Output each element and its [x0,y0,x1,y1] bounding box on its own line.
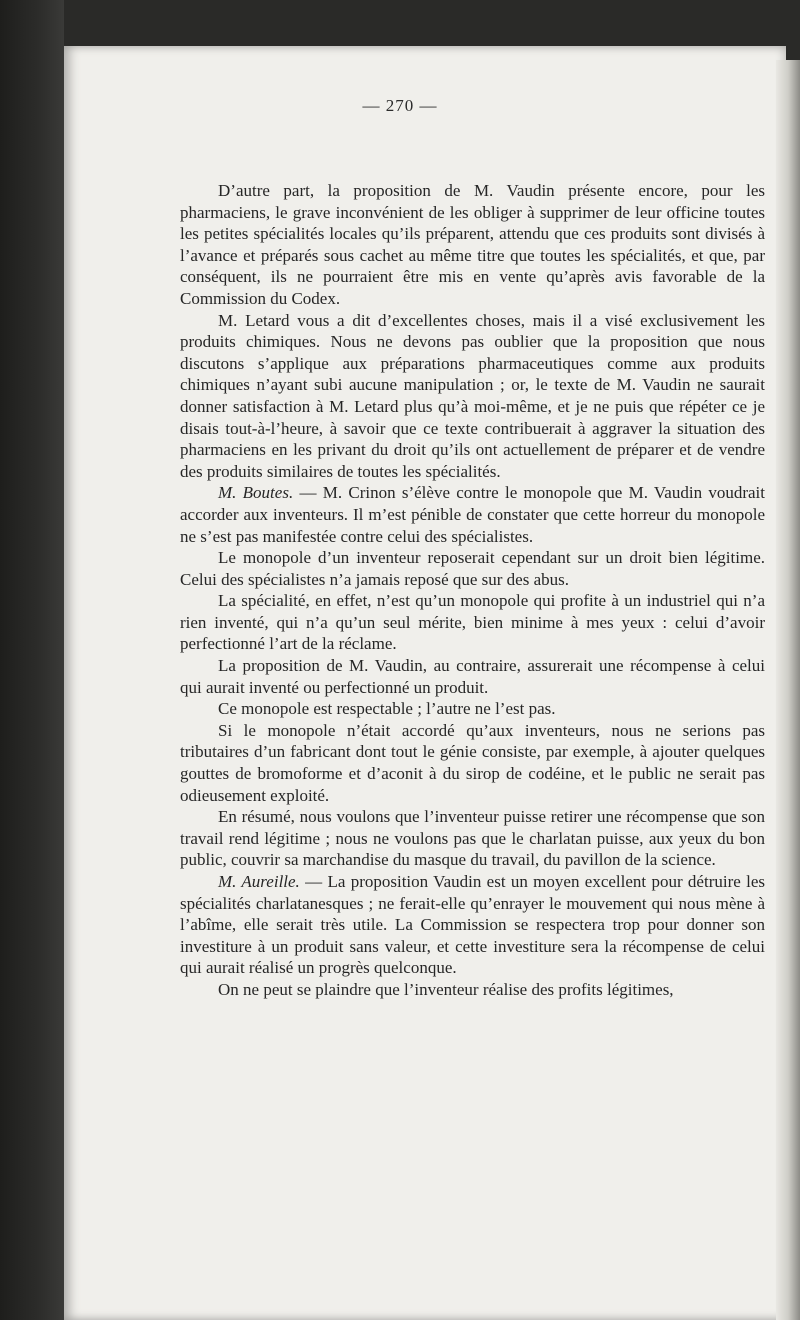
speaker-name: M. Boutes. [218,483,294,503]
paragraph-11: On ne peut se plaindre que l’inventeur réalise des profits légitimes, [218,979,674,999]
body-text [180,180,765,1001]
scan-left-edge [0,0,64,1320]
paragraph-4: Le monopole d’un inventeur reposerait cependant sur un droit bien légitime. Celui des spécialistes n’a jamais reposé que sur des abus. [180,548,765,589]
paragraph-5: La spécialité, en effet, n’est qu’un monopole qui profite à un industriel qui n’a rien inventé, qui n’a qu’un seul mérite, bien minime à mes yeux : celui d’avoir perfectionné l’art de la réclame. [180,591,765,654]
speaker-name: M. Aureille. [218,872,300,891]
page-right-edge [776,60,800,1320]
page-number: — 270 — [362,96,438,115]
paragraph-1: D’autre part, la proposition de M. Vaudin présente encore, pour les pharmaciens, le grave inconvénient de les obliger à supprimer de leur officine toutes les petites spécialités locales qu’ils préparent, attendu que ces produits sont divisés à l’avance et préparés sous cachet au même titre que toutes les spécialités, et que, par conséquent, ils ne pourraient être mis en vente qu’après avis favorable de la Commission du Codex. [180,181,765,308]
paragraph-6: La proposition de M. Vaudin, au contraire, assurerait une récompense à celui qui aurait inventé ou perfectionné un produit. [180,656,765,697]
paragraph-9: En résumé, nous voulons que l’inventeur puisse retirer une récompense que son travail rend légitime ; nous ne voulons pas que le charlatan puisse, aux yeux du bon public, couvrir sa marchandise du masque du travail, du pavillon de la science. [180,807,765,870]
paragraph-2: M. Letard vous a dit d’excellentes choses, mais il a visé exclusivement les produits chimiques. Nous ne devons pas oublier que la proposition que nous discutons s’applique aux préparations pharmaceutiques comme aux produits chimiques n’ayant subi aucune manipulation ; or, le texte de M. Vaudin ne saurait donner satisfaction à M. Letard plus qu’à moi-même, et je ne puis que répéter ce je disais tout-à-l’heure, à savoir que ce texte contribuerait à aggraver la situation des pharmaciens en les privant du droit qu’ils ont actuellement de préparer et de vendre des produits similaires de toutes les spécialités. [180,310,765,481]
paragraph-3: M. Boutes. — M. Crinon s’élève contre le monopole que M. Vaudin voudrait accorder aux inventeurs. Il m’est pénible de constater que cette horreur du monopole ne s’est pas manifestée contre celui des spécialistes. [180,483,765,546]
paragraph-7: Ce monopole est respectable ; l’autre ne l’est pas. [218,699,556,719]
paragraph-10: M. Aureille. — La proposition Vaudin est un moyen excellent pour détruire les spécialités charlatanesques ; ne ferait-elle qu’enrayer le mouvement qui nous mène à l’abîme, elle serait très utile. La Commission se respectera trop pour donner son investiture à un produit sans valeur, et cette investiture sera la récompense de celui qui aurait réalisé un progrès quelconque. [180,872,766,978]
paragraph-8: Si le monopole n’était accordé qu’aux inventeurs, nous ne serions pas tributaires d’un fabricant dont tout le génie consiste, par exemple, à ajouter quelques gouttes de bromoforme et d’aconit à du sirop de codéine, et le public ne serait pas odieusement exploité. [180,720,765,805]
